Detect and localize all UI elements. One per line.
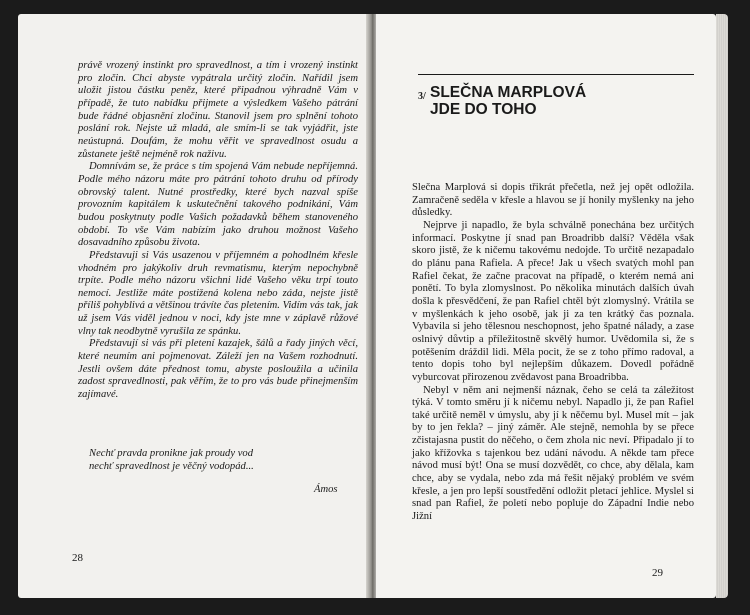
paragraph: Představují si vás při pletení kazajek, šálů a řady jiných věcí, které neumím ani pojmenovat. Záleží jen na Vašem rozhodnutí. Jestli ovšem dáte přednost tomu, abyste posloužila a učinila zadost spravedlnosti, pak věřím, že to pro vás bude přinejmenším zajímavé. [78,338,358,401]
chapter-number: 3/ [418,91,426,102]
motto-line: Nechť pravda pronikne jak proudy vod [89,448,253,459]
chapter-title-line: SLEČNA MARPLOVÁ [430,84,587,101]
chapter-text [412,182,694,524]
letter-text [78,60,358,402]
page-number: 29 [652,567,663,579]
chapter-title-line: JDE DO TOHO [430,101,537,118]
paragraph: Domnívám se, že práce s tím spojená Vám nebude nepříjemná. Podle mého názoru máte pro pátrání tohoto druhu od přírody obrovský talent. Nutné prostředky, které bych nazval spíše provozním kapitálem k uskutečnění takového podnikání, Vám budou poskytnuty podle Vašich požadavků během stanoveného období. To vše Vám nabízím jako druhou možnost Vašeho dosavadního způsobu života. [78,161,358,249]
chapter-title [430,84,586,118]
chapter-rule [418,74,694,75]
signature: Ámos [314,484,338,495]
motto-line: nechť spravedlnost je věčný vodopád... [89,461,254,472]
paragraph: Slečna Marplová si dopis třikrát přečetla, než jej opět odložila. Zamračeně seděla v křesle a hlavou se jí honily myšlenky na jeho důsledky. [412,182,694,219]
page-edges [716,14,728,598]
paragraph: Představuji si Vás usazenou v příjemném a pohodlném křesle vhodném pro jakýkoliv druh revmatismu, kterým nepochybně trpíte. Podle mého názoru všichni lidé Vašeho věku trpí touto nemocí. Jestliže máte postižená kolena nebo záda, nejste jistě příliš pohyblivá a většinou trávíte čas pletením. Vidím vás tak, jak už jsem Vás viděl jednou v noci, kdy jste mne v záplavě růžové vlny tak neodbytně vyrušila ze spánku. [78,249,358,337]
motto-quote [89,447,349,473]
paragraph: Nebyl v něm ani nejmenší náznak, čeho se celá ta záležitost týká. V tomto směru jí k ničemu nebyl. Napadlo ji, že pan Rafiel také určitě neměl v úmyslu, aby jí k něčemu byl. Musel mít – jak by to jen řekla? – jiný záměr. Ale stejně, nemohla by se přece zčistajasna pustit do něčeho, o čem zhola nic neví. Připadalo jí to jako křížovka s tajenkou bez udání návodu. A někde tam přece návod musí být! Ona se musí dozvědět, co chce, aby dělala, kam chce, aby se vydala, nebo zda má řešit nějaký problém ve svém křesle, a jen pro lepší soustředění odložit pletací jehlice. Myslel si snad pan Rafiel, že poletí nebo popluje do Západní Indie nebo Jižní [412,384,694,523]
paragraph: Nejprve ji napadlo, že byla schválně ponechána bez určitých informací. Poskytne jí snad pan Broadribb další? Věděla však skoro jistě, že k ničemu takovému nedojde. To určitě nezapadalo do plánu pana Rafiela. A přece! Jak u všech svatých mohl pan Rafiel čekat, že začne pracovat na případě, o kterém nemá ani ponětí. To byla zlomyslnost. Po několika minutách dalších úvah došla k přesvědčení, že pan Rafiel chtěl být zlomyslný. Vrátila se v myšlenkách k jeho osobě, jak ji za ten krátký čas poznala. Vybavila si jeho tělesnou neschopnost, jeho špatné nálady, a zase oslnivý důvtip a příležitostně skvělý humor. Uvědomila si, že s potěšením dráždil lidi. Měla pocit, že se z toho přímo radoval, a tento dopis toho byl nejlepším důkazem. Dovedl pořádně vyburcovat přirozenou zvědavost pana Broadribba. [412,219,694,383]
left-page [18,14,368,598]
paragraph: právě vrozený instinkt pro spravedlnost, a tím i vrozený instinkt pro zločin. Chci abyste vypátrala určitý zločin. Nařídil jsem uložit jistou částku peněz, které připadnou výhradně Vám v případě, že tuto nabídku přijmete a výsledkem Vašeho pátrání bude řádné objasnění zločinu. Stanovil jsem pro splnění tohoto poslání rok. Nejste už mladá, ale smím-li se tak vyjádřit, jste neústupná. Doufám, že mohu věřit ve spravedlnost osudu a zůstanete ještě nejméně rok naživu. [78,60,358,160]
right-page [376,14,716,598]
page-number: 28 [72,552,83,564]
